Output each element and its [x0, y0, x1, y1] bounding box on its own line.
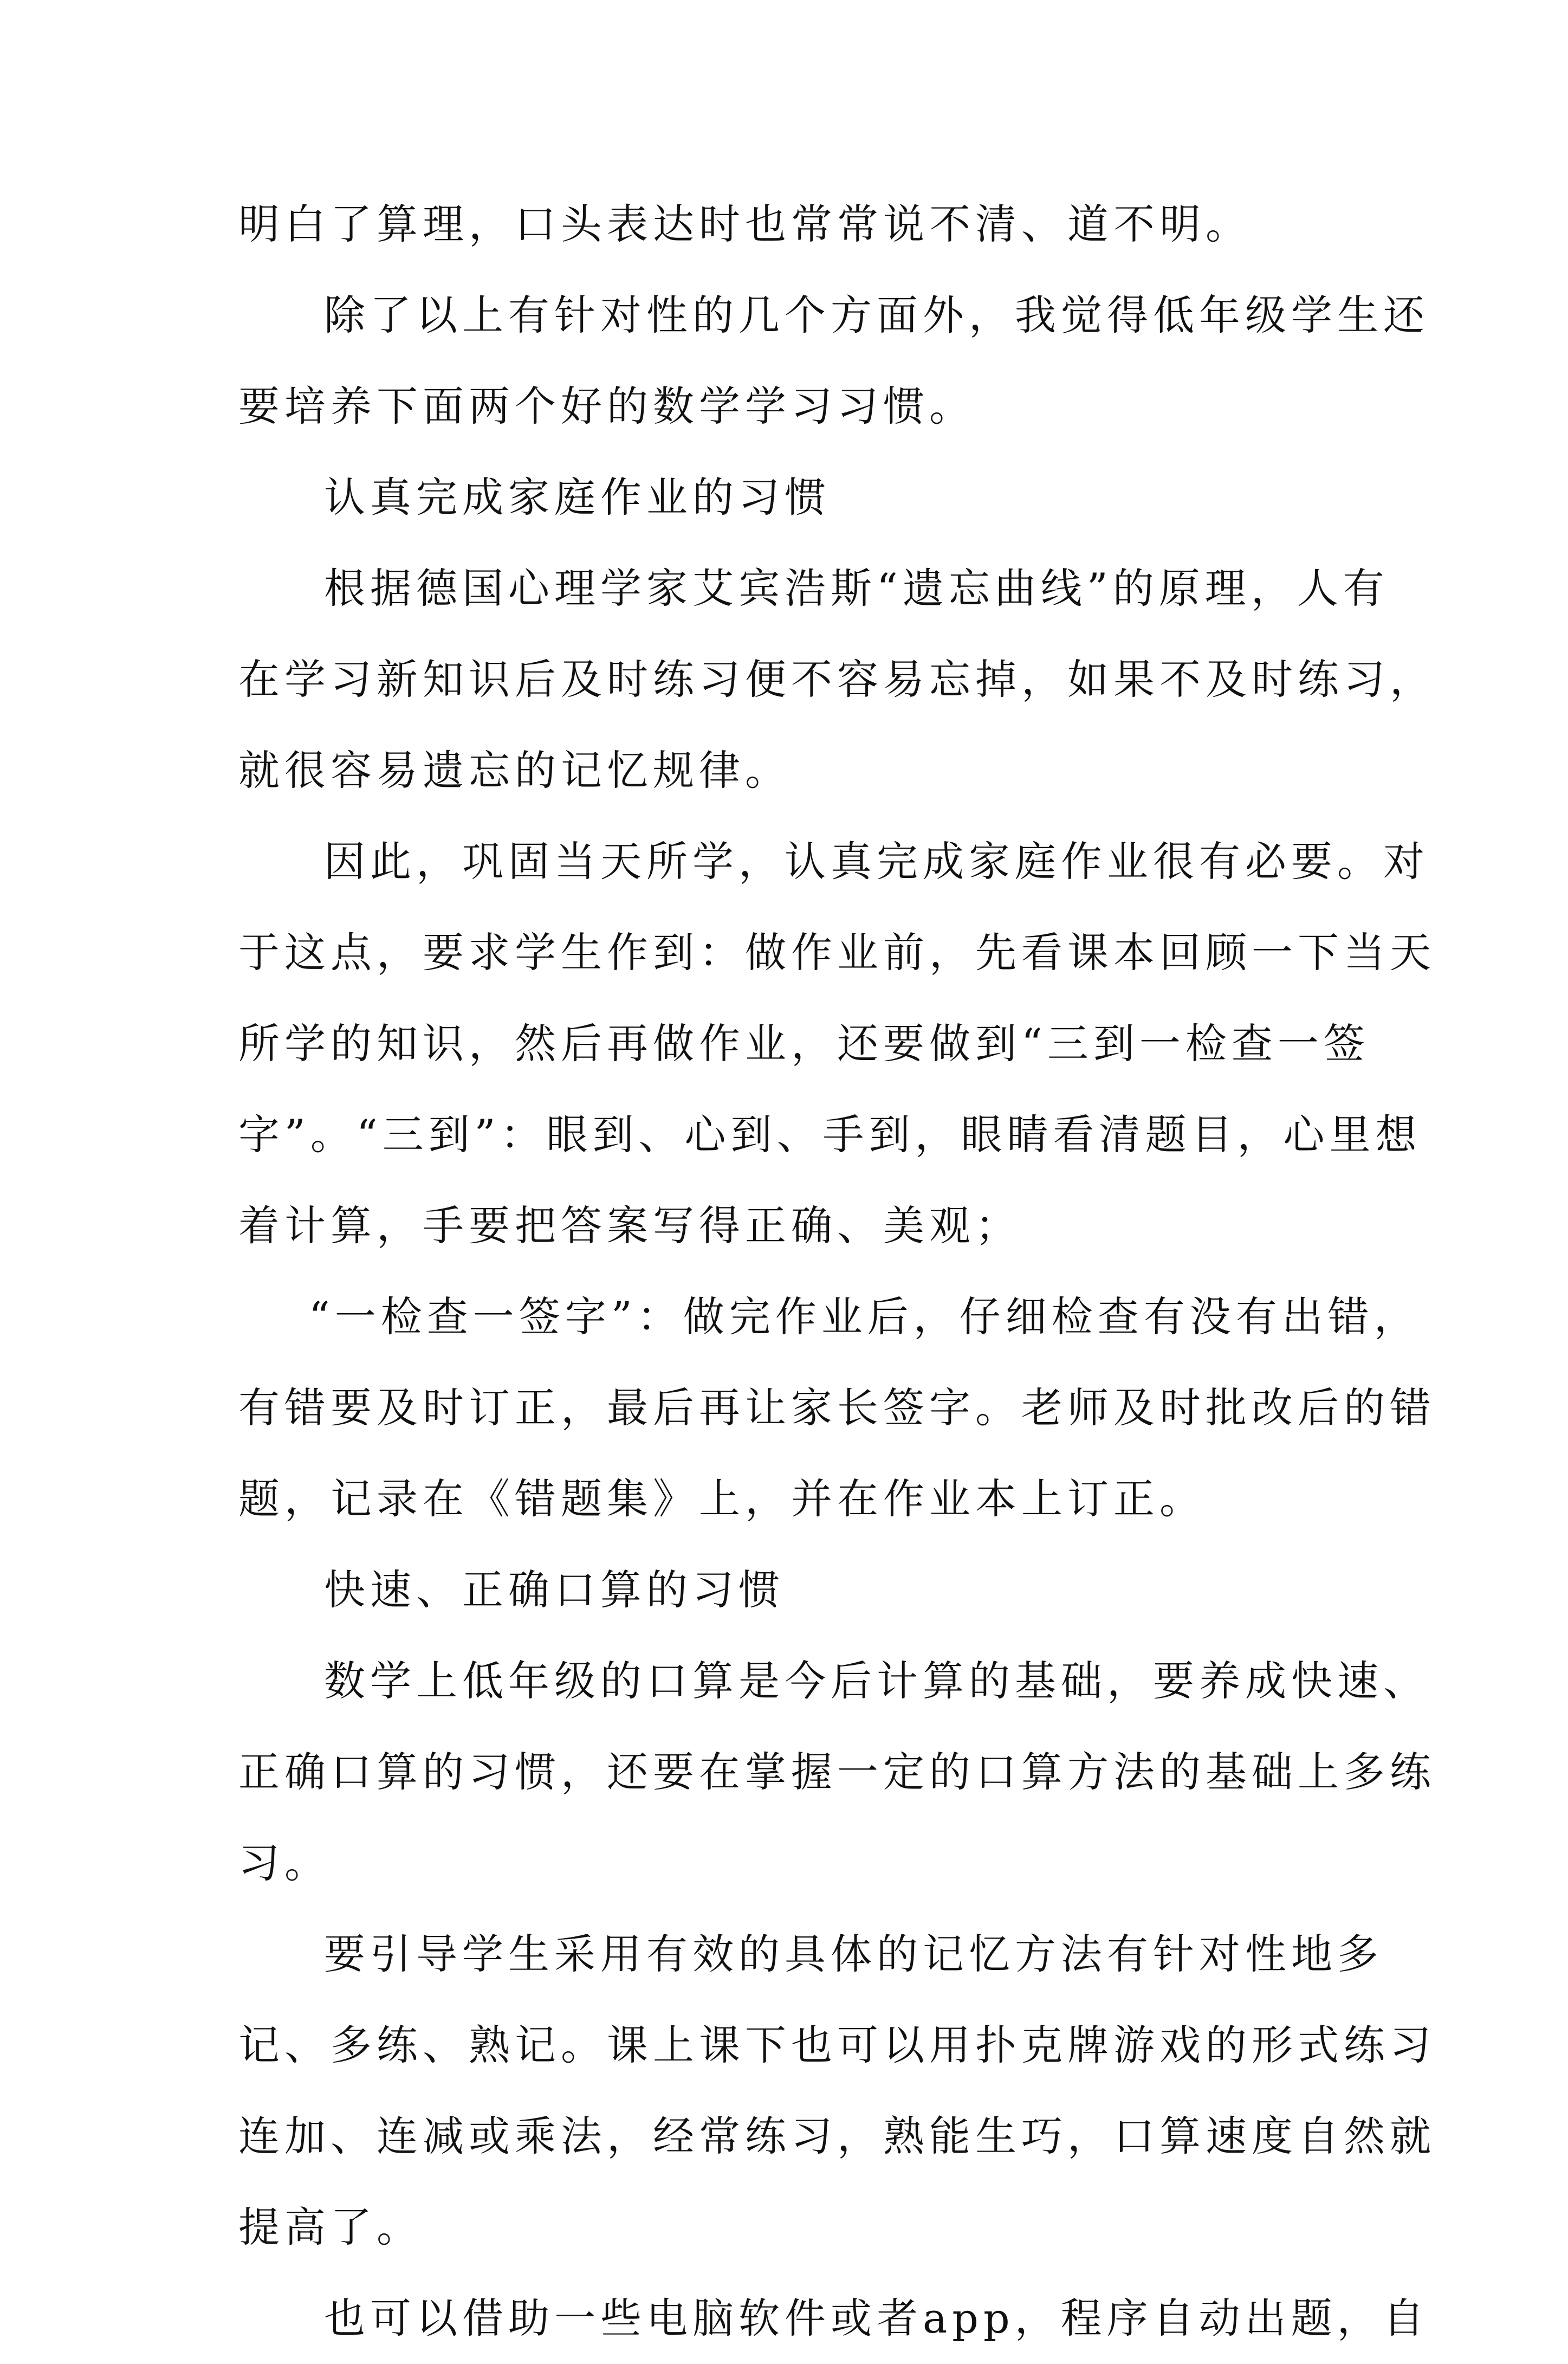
paragraph-start-line: 除了以上有针对性的几个方面外，我觉得低年级学生还	[324, 291, 1429, 339]
text-line: 题，记录在《错题集》上，并在作业本上订正。	[238, 1475, 1206, 1523]
paragraph-start-line: 因此，巩固当天所学，认真完成家庭作业很有必要。对	[324, 837, 1429, 886]
text-line: 提高了。	[238, 2203, 423, 2251]
text-line: 所学的知识，然后再做作业，还要做到“三到一检查一签	[238, 1019, 1370, 1068]
paragraph-start-line: 也可以借助一些电脑软件或者app，程序自动出题，自	[324, 2294, 1429, 2342]
paragraph-start-line: 要引导学生采用有效的具体的记忆方法有针对性地多	[324, 1930, 1383, 1978]
paragraph-start-line: 根据德国心理学家艾宾浩斯“遗忘曲线”的原理，人有	[324, 564, 1389, 612]
text-line: 习。	[238, 1839, 331, 1887]
text-line: 连加、连减或乘法，经常练习，熟能生巧，口算速度自然就	[238, 2112, 1436, 2160]
text-line: 记、多练、熟记。课上课下也可以用扑克牌游戏的形式练习	[238, 2021, 1436, 2069]
text-line: 字”。“三到”：眼到、心到、手到，眼睛看清题目，心里想	[238, 1110, 1422, 1159]
section-heading: 认真完成家庭作业的习惯	[324, 473, 831, 521]
section-heading: 快速、正确口算的习惯	[324, 1566, 785, 1614]
text-line: 就很容易遗忘的记忆规律。	[238, 746, 791, 795]
text-line: 于这点，要求学生作到：做作业前，先看课本回顾一下当天	[238, 928, 1436, 977]
paragraph-start-line: 数学上低年级的口算是今后计算的基础，要养成快速、	[324, 1657, 1429, 1705]
text-line: 要培养下面两个好的数学学习习惯。	[238, 382, 975, 430]
paragraph-start-line: “一检查一签字”：做完作业后，仔细检查有没有出错，	[309, 1293, 1420, 1341]
text-line: 有错要及时订正，最后再让家长签字。老师及时批改后的错	[238, 1384, 1436, 1432]
text-line: 在学习新知识后及时练习便不容易忘掉，如果不及时练习，	[238, 655, 1436, 703]
body-text	[238, 179, 1436, 2364]
text-line: 正确口算的习惯，还要在掌握一定的口算方法的基础上多练	[238, 1748, 1436, 1796]
text-line: 着计算，手要把答案写得正确、美观；	[238, 1202, 1021, 1250]
text-line: 明白了算理，口头表达时也常常说不清、道不明。	[238, 200, 1252, 248]
